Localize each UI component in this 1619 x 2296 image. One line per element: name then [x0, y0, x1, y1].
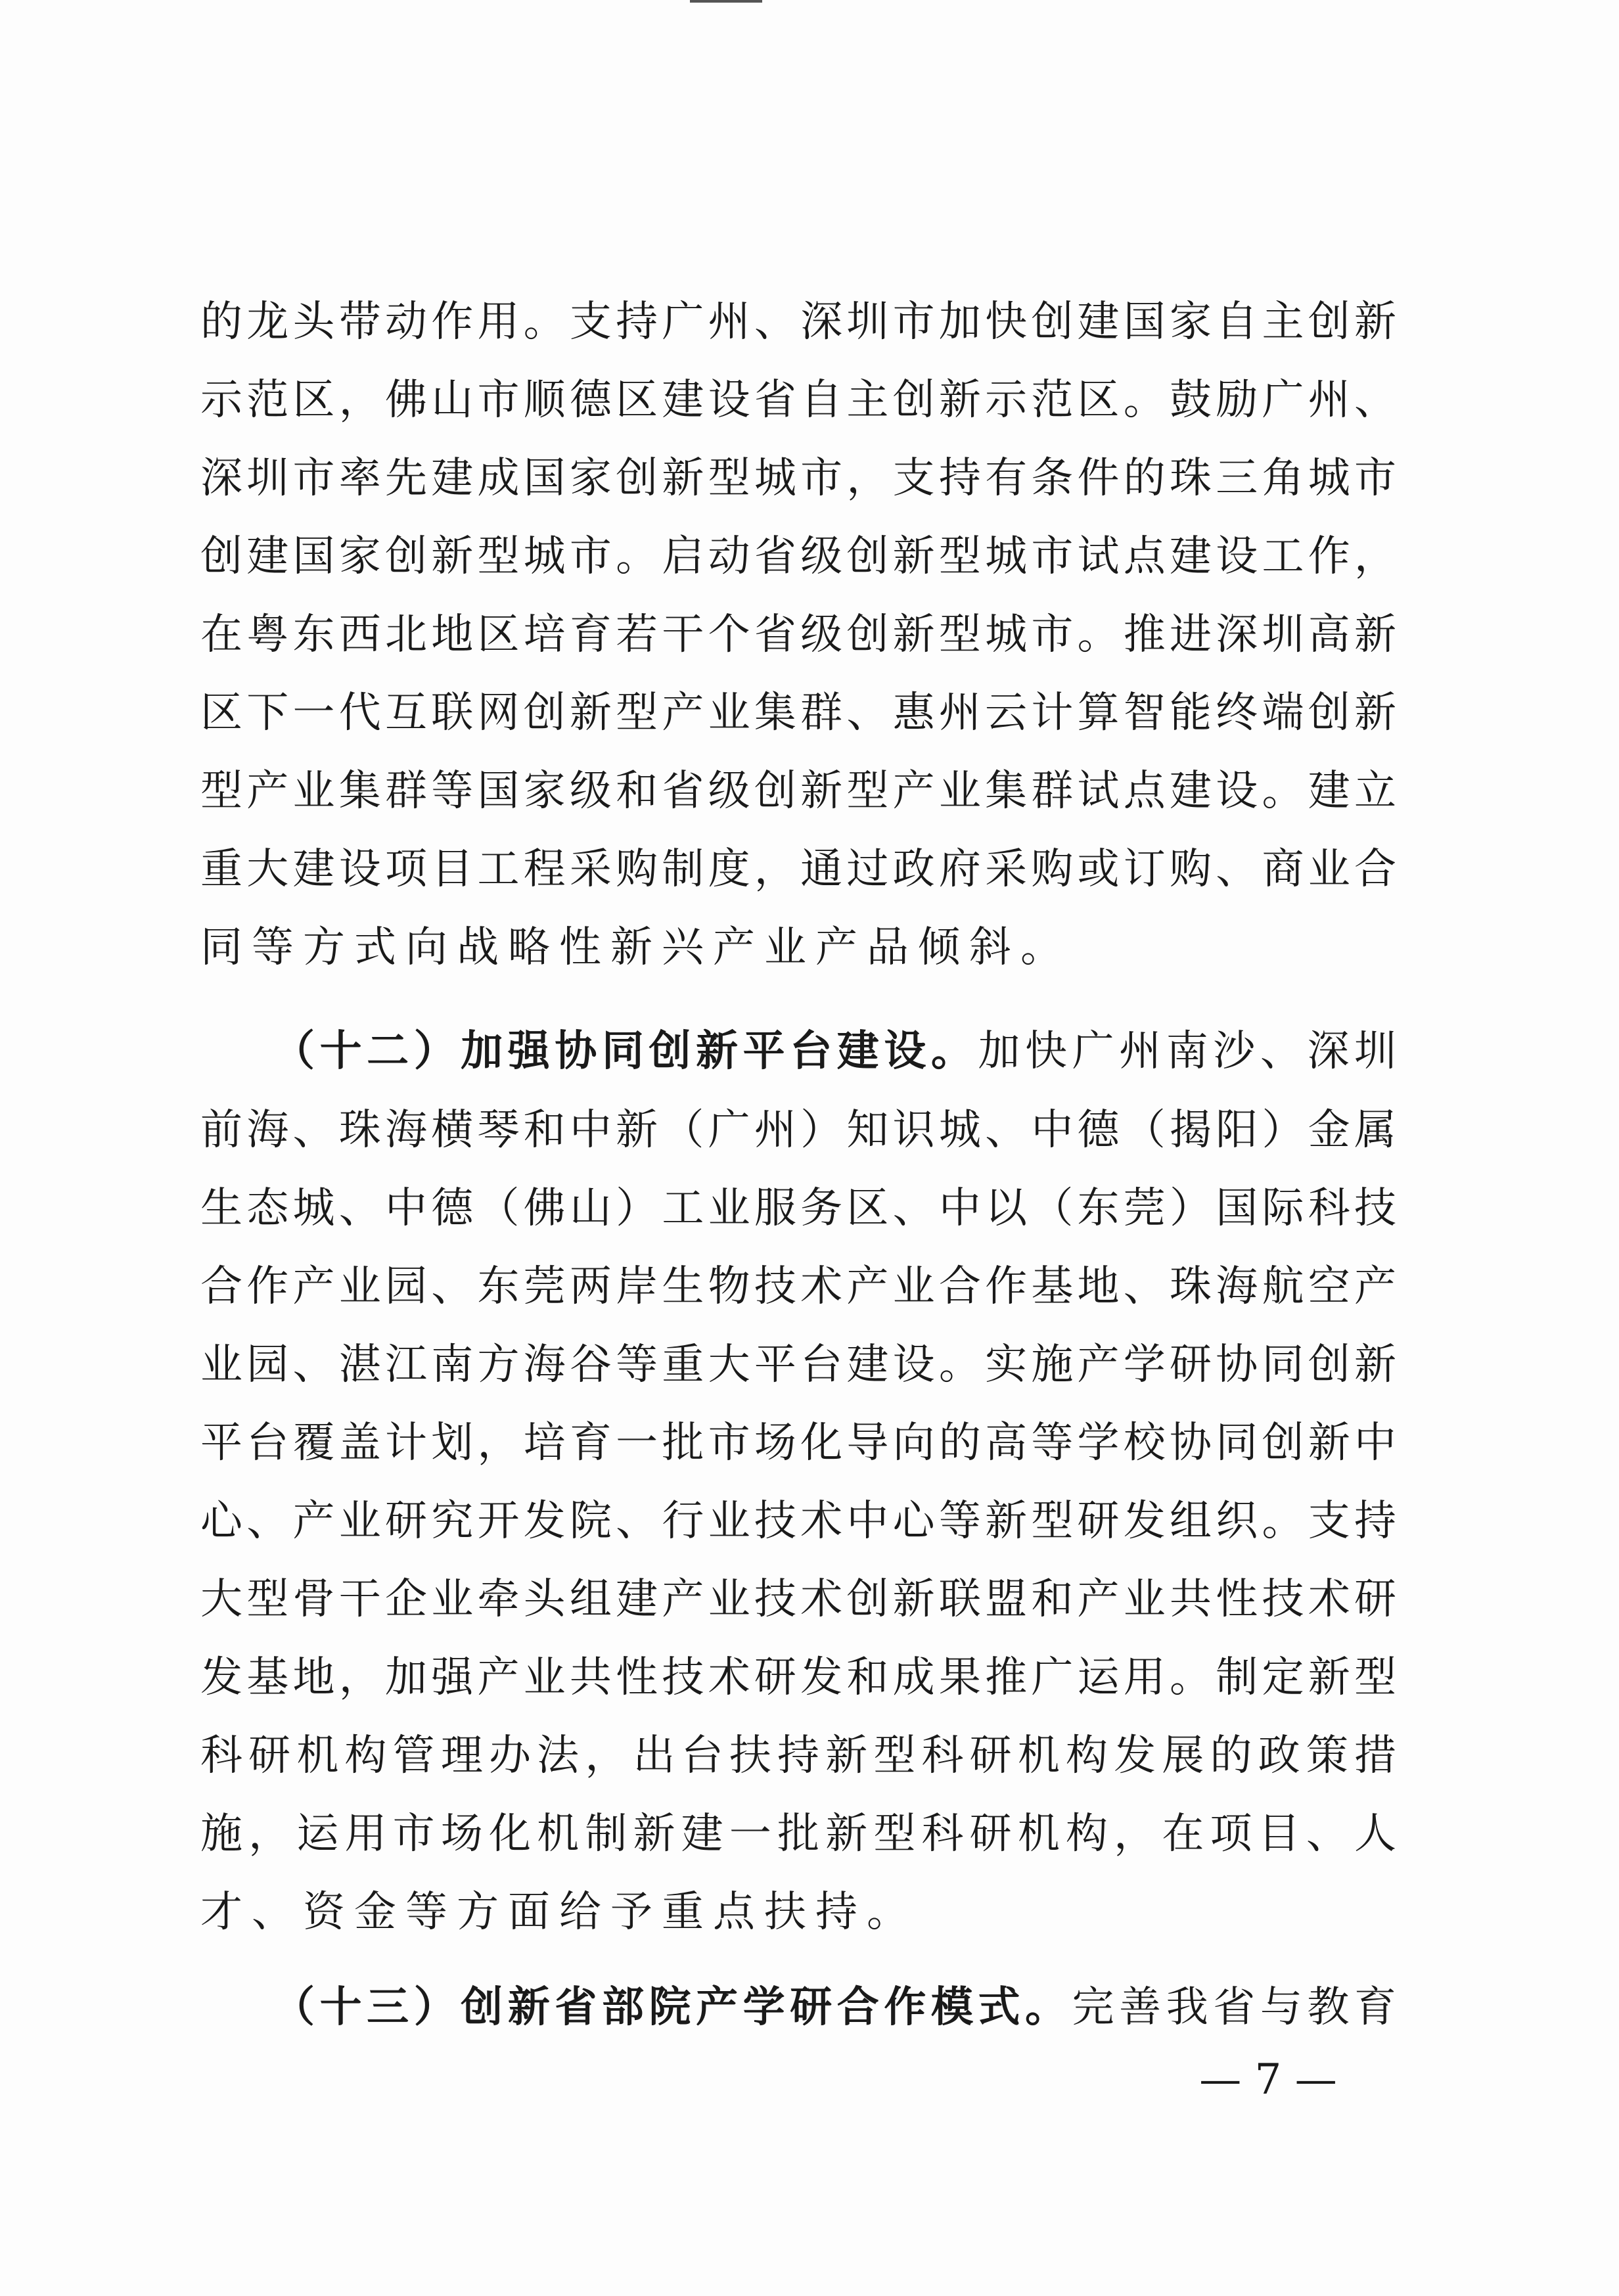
para12-line-11: 施，运用市场化机制新建一批新型科研机构，在项目、人	[200, 1810, 1396, 1858]
body-line-2: 示范区，佛山市顺德区建设省自主创新示范区。鼓励广州、	[200, 376, 1396, 425]
para12-first-rest: 加快广州南沙、深圳	[978, 1027, 1397, 1076]
page-number: — 7 —	[1199, 2055, 1337, 2104]
para12-line-9: 发基地，加强产业共性技术研发和成果推广运用。制定新型	[200, 1653, 1396, 1702]
body-line-5: 在粤东西北地区培育若干个省级创新型城市。推进深圳高新	[200, 610, 1396, 659]
body-line-6: 区下一代互联网创新型产业集群、惠州云计算智能终端创新	[200, 689, 1396, 737]
para12-heading: （十二）加强协同创新平台建设。	[273, 1026, 978, 1076]
para12-line-4: 合作产业园、东莞两岸生物技术产业合作基地、珠海航空产	[200, 1262, 1396, 1311]
body-line-1: 的龙头带动作用。支持广州、深圳市加快创建国家自主创新	[200, 298, 1396, 346]
para12-line-2: 前海、珠海横琴和中新（广州）知识城、中德（揭阳）金属	[200, 1106, 1396, 1155]
para12-line-3: 生态城、中德（佛山）工业服务区、中以（东莞）国际科技	[200, 1184, 1396, 1233]
para12-line-8: 大型骨干企业牵头组建产业技术创新联盟和产业共性技术研	[200, 1575, 1396, 1624]
para12-first-line	[273, 1012, 1396, 1091]
para12-line-6: 平台覆盖计划，培育一批市场化导向的高等学校协同创新中	[200, 1419, 1396, 1467]
para13-first-rest: 完善我省与教育	[1072, 1983, 1396, 2032]
scan-edge-mark	[690, 0, 762, 3]
body-line-4: 创建国家创新型城市。启动省级创新型城市试点建设工作，	[200, 532, 1396, 581]
body-line-9: 同等方式向战略性新兴产业产品倾斜。	[200, 923, 1072, 972]
para13-first-line	[273, 1968, 1396, 2047]
body-line-7: 型产业集群等国家级和省级创新型产业集群试点建设。建立	[200, 767, 1396, 815]
para12-line-12: 才、资金等方面给予重点扶持。	[200, 1888, 918, 1937]
body-line-3: 深圳市率先建成国家创新型城市，支持有条件的珠三角城市	[200, 454, 1396, 503]
para12-line-5: 业园、湛江南方海谷等重大平台建设。实施产学研协同创新	[200, 1341, 1396, 1389]
para13-heading: （十三）创新省部院产学研合作模式。	[273, 1983, 1072, 2032]
para12-line-7: 心、产业研究开发院、行业技术中心等新型研发组织。支持	[200, 1497, 1396, 1546]
para12-line-10: 科研机构管理办法，出台扶持新型科研机构发展的政策措	[200, 1732, 1396, 1780]
body-line-8: 重大建设项目工程采购制度，通过政府采购或订购、商业合	[200, 845, 1396, 894]
